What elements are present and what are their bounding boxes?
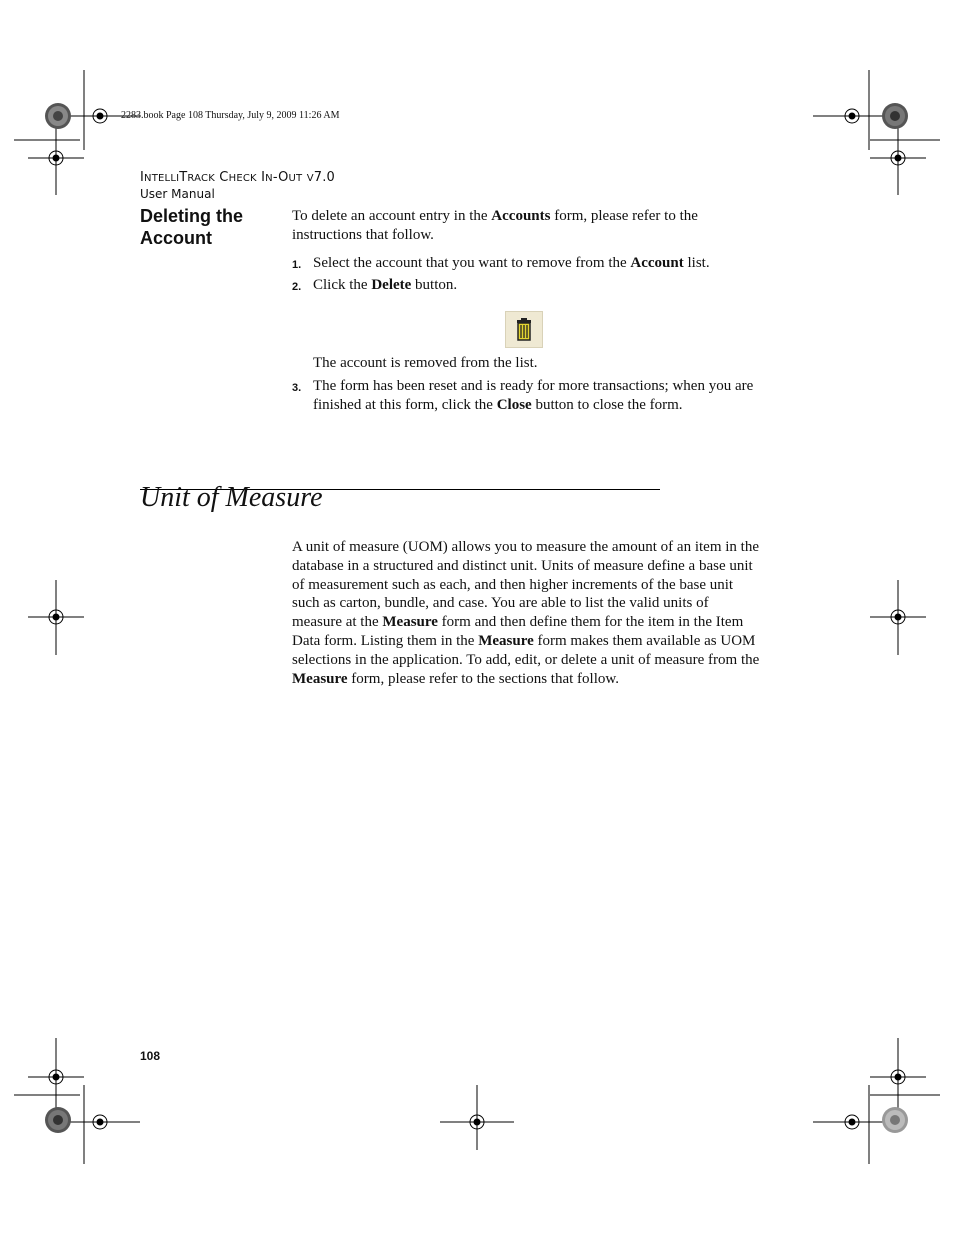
running-header-subtitle: User Manual	[140, 187, 215, 201]
running-header-title: INTELLITRACK CHECK IN-OUT V7.0	[140, 170, 336, 185]
result-text: The account is removed from the list.	[313, 355, 538, 371]
intro-paragraph: To delete an account entry in the Accounts form, please refer to the instructions that follow.	[292, 208, 698, 243]
print-slug: 2283.book Page 108 Thursday, July 9, 2009 11:26 AM	[121, 110, 340, 121]
uom-paragraph: A unit of measure (UOM) allows you to measure the amount of an item in the database in a structured and distinct unit. Units of measure define a base unit of measurement such as each, and then higher increments of the base unit such as carton, bundle, and case. You are able to list the valid units of measure at the Measure form and then define them for the item in the Item Data form. Listing them in the Measure form makes them available as UOM selections in the application. To add, edit, or delete a unit of measure from the Measure form, please refer to the sections that follow.	[292, 539, 760, 687]
section-heading: Deleting the Account	[140, 206, 244, 248]
step-number: 1.	[292, 259, 302, 271]
step-number: 3.	[292, 382, 302, 394]
step-text: Select the account that you want to remove from the Account list.	[313, 255, 710, 271]
step-number: 2.	[292, 281, 302, 293]
page-title: Unit of Measure	[140, 482, 323, 513]
step-text: The form has been reset and is ready for more transactions; when you are finished at this form, click the Close button to close the form.	[313, 378, 754, 413]
trash-icon	[506, 312, 542, 347]
step-text: Click the Delete button.	[313, 277, 458, 293]
delete-button[interactable]	[505, 311, 543, 348]
page-number: 108	[140, 1049, 161, 1063]
